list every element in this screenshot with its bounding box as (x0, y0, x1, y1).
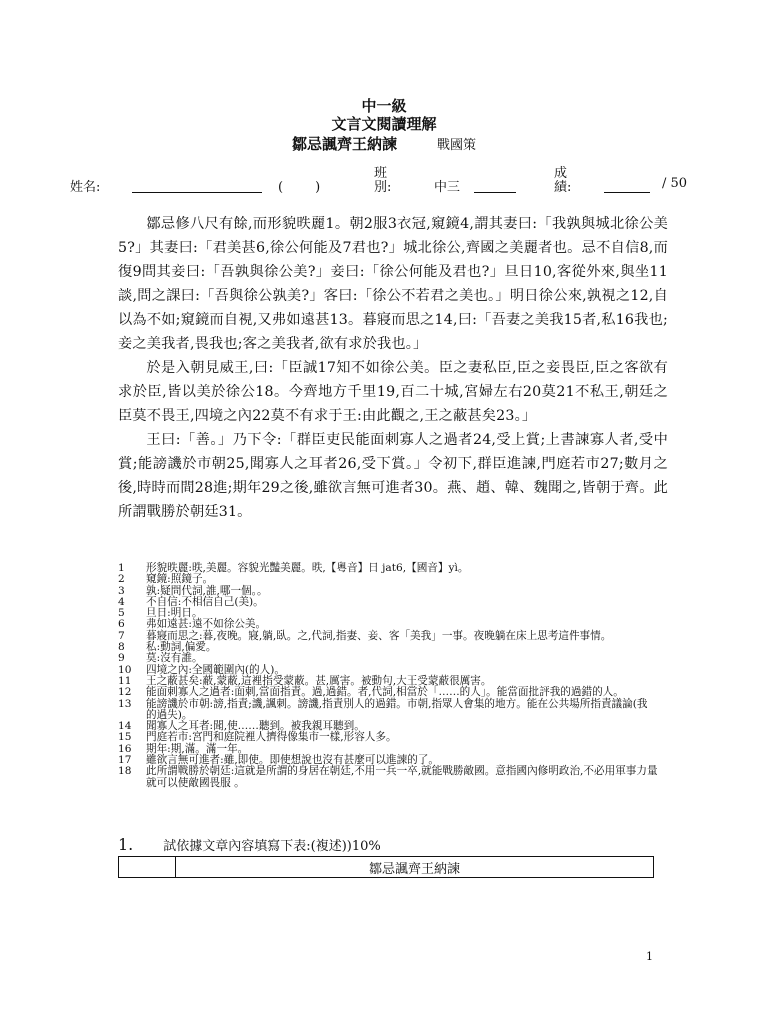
footnote-text: 門庭若市:宮門和庭院裡人擠得像集市一樣,形容人多。 (146, 731, 397, 744)
footnote-number: 13 (118, 697, 132, 710)
footnote-number: 18 (118, 765, 132, 778)
footnote-text: 能面刺寡人之過者:面刺,當面指責。過,過錯。者,代詞,相當於「……的人」。能當面批評我的過錯的人。 (146, 686, 624, 699)
footnote-number: 12 (118, 686, 132, 699)
footnote-text: 窺鏡:照鏡子。 (146, 573, 214, 586)
footnote-text: 形貌昳麗:昳,美麗。容貌光豔美麗。昳,【粵音】日 jat6,【國音】yì。 (146, 562, 469, 574)
passage-paragraph-2: 於是入朝見威王,曰:「臣誠17知不如徐公美。臣之妻私臣,臣之妾畏臣,臣之客欲有求於臣,皆以美於徐公18。今齊地方千里19,百二十城,宮婦左右20莫21不私王,朝廷之臣莫不畏王,四境之內22莫不有求于王:由此觀之,王之蔽甚矣23。」 (118, 360, 668, 424)
footnote-text: 此所謂戰勝於朝廷:這就是所謂的身居在朝廷,不用一兵一卒,就能戰勝敵國。意指國內修明政治,不必用軍事力量就可以使敵國畏服 。 (146, 765, 658, 789)
doc-level: 中一級 (361, 97, 407, 115)
name-blank[interactable] (132, 192, 262, 193)
passage (118, 212, 668, 524)
doc-title: 鄒忌諷齊王納諫 (291, 135, 397, 153)
footnote-text: 王之蔽甚矣:蔽,蒙蔽,這裡指受蒙蔽。甚,厲害。被動句,大王受蒙蔽很厲害。 (146, 674, 492, 687)
table-corner-cell[interactable] (119, 857, 176, 878)
footnote-text: 聞寡人之耳者:聞,使……聽到。被我親耳聽到。 (146, 720, 365, 733)
footnote-number: 16 (118, 742, 132, 755)
score-blank[interactable] (604, 192, 650, 193)
class-label-bottom: 別: (374, 180, 392, 195)
footnote-text: 四境之內:全國範圍內(的人)。 (146, 663, 285, 676)
doc-subject: 文言文閱讀理解 (331, 115, 437, 133)
footnote-number: 4 (118, 595, 125, 608)
doc-title-line (0, 133, 768, 154)
footnote-number: 17 (118, 754, 132, 767)
footnote-number: 2 (118, 573, 125, 586)
footnote-text: 暮寢而思之:暮,夜晚。寢,躺,臥。之,代詞,指妻、妾、客「美我」一事。夜晚躺在床上思考這件事情。 (146, 629, 612, 642)
footnote-number: 5 (118, 607, 125, 620)
page-number: 1 (646, 950, 653, 963)
question-1 (118, 835, 381, 854)
footnote-number: 6 (118, 618, 125, 631)
footnote (118, 699, 658, 722)
footnotes (118, 563, 658, 789)
footnote-text: 能謗譏於市朝:謗,指責;譏,諷刺。謗譏,指責別人的過錯。市朝,指眾人會集的地方。能在公共場所指責議論(我的過失)。 (146, 697, 648, 721)
class-label-top: 班 (374, 166, 388, 181)
footnote-text: 雖欲言無可進者:雖,即使。即使想說也沒有甚麼可以進諫的了。 (146, 754, 439, 767)
footnote-text: 期年:期,滿。滿一年。 (146, 742, 249, 755)
footnote-number: 8 (118, 641, 125, 654)
question-text: 試依據文章內容填寫下表:(複述))10% (163, 839, 381, 854)
footnote-number: 9 (118, 652, 125, 665)
doc-source: 戰國策 (437, 138, 477, 153)
footnote-text: 旦日:明日。 (146, 607, 203, 620)
table-row (119, 857, 654, 878)
footnote-number: 15 (118, 731, 132, 744)
footnote-number: 14 (118, 720, 132, 733)
score-total: / 50 (662, 176, 688, 191)
footnote-text: 弗如遠甚:遠不如徐公美。 (146, 618, 267, 631)
table-header-cell: 鄒忌諷齊王納諫 (176, 857, 654, 878)
class-number-paren: ( ) (278, 180, 323, 195)
score-label-bottom: 績: (554, 180, 572, 195)
name-label: 姓名: (70, 180, 101, 195)
footnote-number: 10 (118, 663, 132, 676)
footnote-text: 不自信:不相信自己(美)。 (146, 595, 264, 608)
footnote (118, 766, 658, 789)
class-value: 中三 (434, 180, 461, 195)
passage-paragraph-1: 鄒忌修八尺有餘,而形貌昳麗1。朝2服3衣冠,窺鏡4,謂其妻曰:「我孰與城北徐公美5?」其妻曰:「君美甚6,徐公何能及7君也?」城北徐公,齊國之美麗者也。忌不自信8,而復9問其妾曰:「吾孰與徐公美?」妾曰:「徐公何能及君也?」旦日10,客從外來,與坐11談,問之課曰:「吾與徐公孰美?」客曰:「徐公不若君之美也。」明日徐公來,孰視之12,自以為不如;窺鏡而自視,又弗如遠甚13。暮寢而思之14,曰:「吾妻之美我15者,私16我也;妾之美我者,畏我也;客之美我者,欲有求於我也。」 (118, 216, 668, 352)
question-number: 1. (118, 835, 134, 854)
passage-paragraph-3: 王曰:「善。」乃下令:「群臣吏民能面刺寡人之過者24,受上賞;上書諫寡人者,受中賞;能謗譏於市朝25,聞寡人之耳者26,受下賞。」令初下,群臣進諫,門庭若市27;數月之後,時時而間28進;期年29之後,雖欲言無可進者30。燕、趙、韓、魏聞之,皆朝于齊。此所謂戰勝於朝廷31。 (118, 432, 668, 520)
footnote-text: 孰:疑問代詞,誰,哪一個。。 (146, 584, 268, 597)
footnote-number: 1 (118, 562, 125, 574)
student-info-row (0, 162, 768, 194)
answer-table (118, 856, 654, 878)
footnote-text: 私:動詞,偏愛。 (146, 641, 217, 654)
class-blank[interactable] (474, 192, 516, 193)
footnote-number: 7 (118, 629, 125, 642)
footnote-number: 11 (118, 674, 132, 687)
score-label-top: 成 (554, 166, 568, 181)
footnote-number: 3 (118, 584, 125, 597)
footnote-text: 莫:沒有誰。 (146, 652, 203, 665)
